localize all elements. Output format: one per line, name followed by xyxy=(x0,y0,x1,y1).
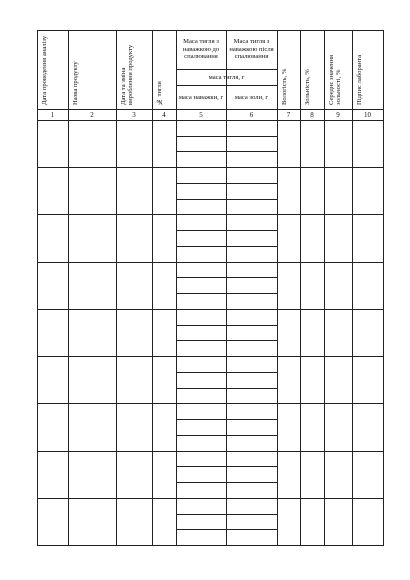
row-divider xyxy=(277,309,383,310)
column-number-1: 1 xyxy=(50,111,55,119)
row-divider xyxy=(277,214,383,215)
mass-cell-split xyxy=(226,340,227,357)
row-divider xyxy=(37,167,176,168)
row-divider xyxy=(37,214,176,215)
row-divider xyxy=(37,451,176,452)
column-number-3: 3 xyxy=(132,111,136,119)
column-number-2: 2 xyxy=(90,111,94,119)
column-number-4: 4 xyxy=(162,111,166,119)
column-header-9: Середнє значення зольності, % xyxy=(328,54,343,105)
column-header-4: № тигля xyxy=(156,81,163,105)
mass-cell-split xyxy=(226,214,227,231)
column-divider xyxy=(152,30,153,546)
row-divider xyxy=(37,498,176,499)
column-number-8: 8 xyxy=(310,111,314,119)
row-divider xyxy=(37,262,176,263)
column-divider xyxy=(277,30,278,546)
number-row-bottom-rule xyxy=(37,120,383,121)
mass-cell-split xyxy=(226,262,227,279)
ash-mass-subheader: маса золи, г xyxy=(234,93,269,101)
mass-cell-split xyxy=(226,435,227,452)
row-divider xyxy=(37,403,176,404)
sample-mass-subheader: маса наважки, г xyxy=(178,93,224,101)
mass-cell-split xyxy=(226,293,227,310)
column-header-6: Маса тигля з наважкою після спалювання xyxy=(229,38,274,61)
row-divider xyxy=(277,262,383,263)
mass-cell-split xyxy=(226,309,227,326)
row-divider xyxy=(37,356,176,357)
row-divider xyxy=(37,309,176,310)
column-header-2: Назва продукту xyxy=(72,61,79,105)
mass-cell-split xyxy=(226,529,227,546)
mass-cell-split xyxy=(226,403,227,420)
column-header-7: Вологість, % xyxy=(281,68,288,105)
row-divider xyxy=(277,356,383,357)
column-header-1: Дата проведення аналізу xyxy=(41,35,48,105)
table-border-right xyxy=(383,30,384,546)
column-number-6: 6 xyxy=(249,111,254,119)
row-divider xyxy=(277,403,383,404)
column-header-8: Зольність, % xyxy=(304,69,311,105)
column-number-10: 10 xyxy=(364,111,371,119)
column-number-9: 9 xyxy=(336,111,340,119)
column-divider xyxy=(68,30,69,546)
mass-cell-split xyxy=(226,167,227,184)
table-border-bottom xyxy=(37,545,384,546)
column-number-7: 7 xyxy=(286,111,291,119)
column-divider xyxy=(352,30,353,546)
row-divider xyxy=(277,498,383,499)
column-divider xyxy=(300,30,301,546)
mass-cell-split xyxy=(226,451,227,468)
crucible-mass-subheader: маса тигля, г xyxy=(208,73,245,81)
mass-cell-split xyxy=(226,482,227,499)
column-divider xyxy=(324,30,325,546)
mass-cell-split xyxy=(226,356,227,373)
mass-cell-split xyxy=(226,246,227,263)
column-number-5: 5 xyxy=(199,111,203,119)
row-divider xyxy=(277,167,383,168)
row-divider xyxy=(277,451,383,452)
table-border-left xyxy=(37,30,38,546)
mass-cell-split xyxy=(226,120,227,137)
column-header-10: Підпис лаборанта xyxy=(356,54,363,105)
column-divider xyxy=(116,30,117,546)
column-header-5: Маса тигля з наважкою до спалювання xyxy=(182,38,220,61)
mass-cell-split xyxy=(226,498,227,515)
column-header-3: Дата та зміна виробления продукту xyxy=(120,44,135,105)
mass-cell-split xyxy=(226,151,227,168)
